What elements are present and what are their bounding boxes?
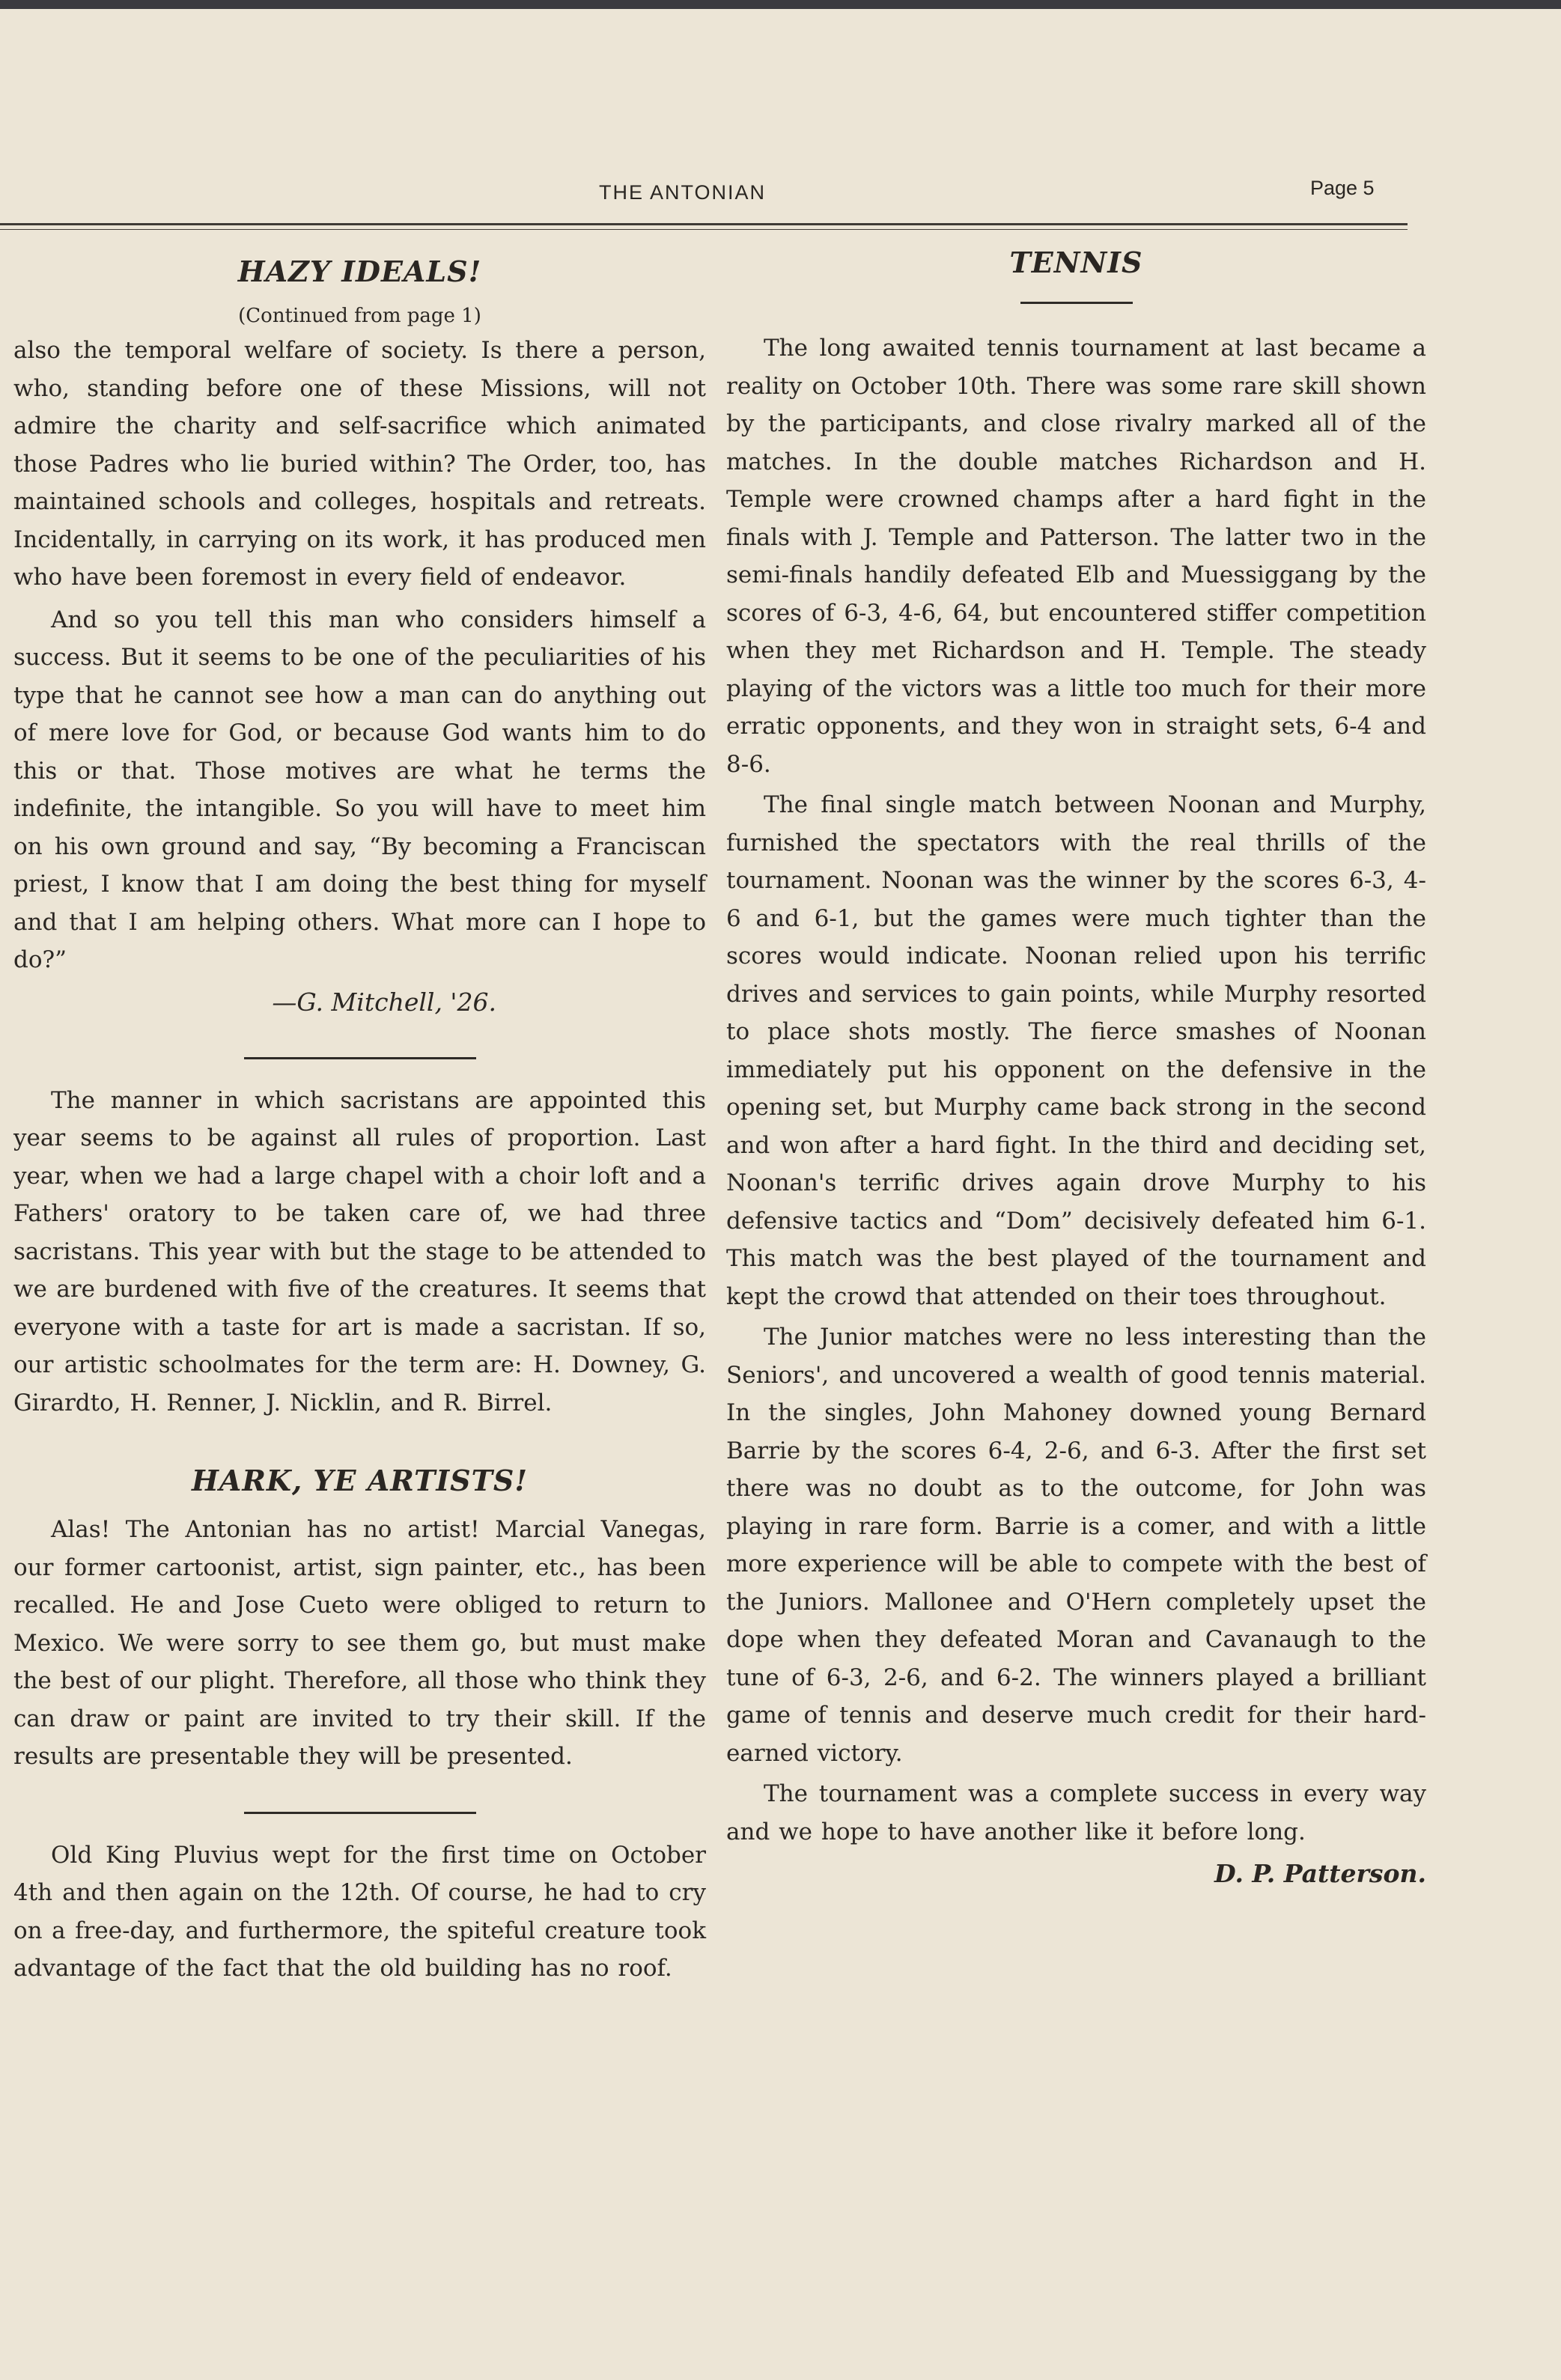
- article-sacristans: [13, 1082, 706, 1422]
- article-paragraph: The long awaited tennis tournament at last became a reality on October 10th. There was some rare skill shown by the participants, and close rivalry marked all of the matches. In the double matches Richardson and H. Temple were crowned champs after a hard fight in the finals with J. Temple and Patterson. The latter two in the semi-finals handily defeated Elb and Muessiggang by the scores of 6-3, 4-6, 64, but encountered stiffer competition when they met Richardson and H. Temple. The steady playing of the victors was a little too much for their more erratic opponents, and they won in straight sets, 6-4 and 8-6.: [726, 335, 1426, 778]
- article-paragraph: also the temporal welfare of society. Is there a person, who, standing before one of these Missions, will not admire the charity and self-sacrifice which animated those Padres who lie buried within? The Order, too, has maintained schools and colleges, hospitals and retreats. Incidentally, in carrying on its work, it has produced men who have been foremost in every field of endeavor.: [13, 337, 706, 591]
- article-heading: HARK, YE ARTISTS!: [191, 1464, 529, 1497]
- article-paragraph: And so you tell this man who considers himself a success. But it seems to be one of the peculiarities of his type that he cannot see how a man can do anything out of mere love for God, or because God wants him to do this or that. Those motives are what he terms the indefinite, the intangible. So you will have to meet him on his own ground and say, “By becoming a Franciscan priest, I know that I am doing the best thing for myself and that I am helping others. What more can I hope to do?”: [13, 606, 706, 973]
- section-divider: [244, 1812, 476, 1814]
- page-number: Page 5: [1310, 177, 1375, 199]
- heading-underline: [1020, 302, 1133, 304]
- article-paragraph: Alas! The Antonian has no artist! Marcial Vanegas, our former cartoonist, artist, sign painter, etc., has been recalled. He and Jose Cueto were obliged to return to Mexico. We were sorry to see them go, but must make the best of our plight. Therefore, all those who think they can draw or paint are invited to try their skill. If the results are presentable they will be presented.: [13, 1516, 706, 1770]
- page-header: [0, 174, 1408, 204]
- section-divider: [244, 1057, 476, 1059]
- article-pluvius: [13, 1836, 706, 1988]
- article-paragraph: Old King Pluvius wept for the first time on October 4th and then again on the 12th. Of course, he had to cry on a free-day, and furthermore, the spiteful creature took advantage of the fact that the old building has no roof.: [13, 1841, 706, 1982]
- article-paragraph: The final single match between Noonan and Murphy, furnished the spectators with the real thrills of the tournament. Noonan was the winner by the scores 6-3, 4-6 and 6-1, but the games were much tighter than the scores would indicate. Noonan relied upon his terrific drives and services to gain points, while Murphy resorted to place shots mostly. The fierce smashes of Noonan immediately put his opponent on the defensive in the opening set, but Murphy came back strong in the second and won after a hard fight. In the third and deciding set, Noonan's terrific drives again drove Murphy to his defensive tactics and “Dom” decisively defeated him 6-1. This match was the best played of the tournament and kept the crowd that attended on their toes throughout.: [726, 791, 1426, 1310]
- header-rule: [0, 223, 1408, 225]
- publication-title: THE ANTONIAN: [599, 181, 767, 204]
- article-tennis: [726, 246, 1426, 1893]
- header-rule-thin: [0, 229, 1408, 230]
- article-signature: —G. Mitchell, '26.: [272, 987, 496, 1017]
- article-paragraph: The manner in which sacristans are appointed this year seems to be against all rules of proportion. Last year, when we had a large chapel with a choir loft and a Fathers' oratory to be taken care of, we had three sacristans. This year with but the stage to be attended to we are burdened with five of the creatures. It seems that everyone with a taste for art is made a sacristan. If so, our artistic schoolmates for the term are: H. Downey, G. Girardto, H. Renner, J. Nicklin, and R. Birrel.: [13, 1086, 706, 1416]
- article-signature: D. P. Patterson.: [1214, 1859, 1426, 1888]
- article-heading: HAZY IDEALS!: [237, 255, 482, 288]
- page-top-border: [0, 0, 1561, 9]
- right-column: [726, 240, 1426, 1893]
- article-hark-ye-artists: [13, 1464, 706, 1776]
- article-paragraph: The Junior matches were no less interesting than the Seniors', and uncovered a wealth of good tennis material. In the singles, John Mahoney downed young Bernard Barrie by the scores 6-4, 2-6, and 6-3. After the first set there was no doubt as to the outcome, for John was playing in rare form. Barrie is a comer, and with a little more experience will be able to compete with the best of the Juniors. Mallonee and O'Hern completely upset the dope when they defeated Moran and Cavanaugh to the tune of 6-3, 2-6, and 6-2. The winners played a brilliant game of tennis and deserve much credit for their hard-earned victory.: [726, 1324, 1426, 1767]
- article-heading: TENNIS: [1009, 246, 1143, 279]
- article-hazy-ideals: [13, 255, 706, 1021]
- left-column: [13, 255, 706, 1988]
- continued-note: (Continued from page 1): [238, 305, 481, 327]
- article-paragraph: The tournament was a complete success in every way and we hope to have another like it before long.: [726, 1780, 1426, 1845]
